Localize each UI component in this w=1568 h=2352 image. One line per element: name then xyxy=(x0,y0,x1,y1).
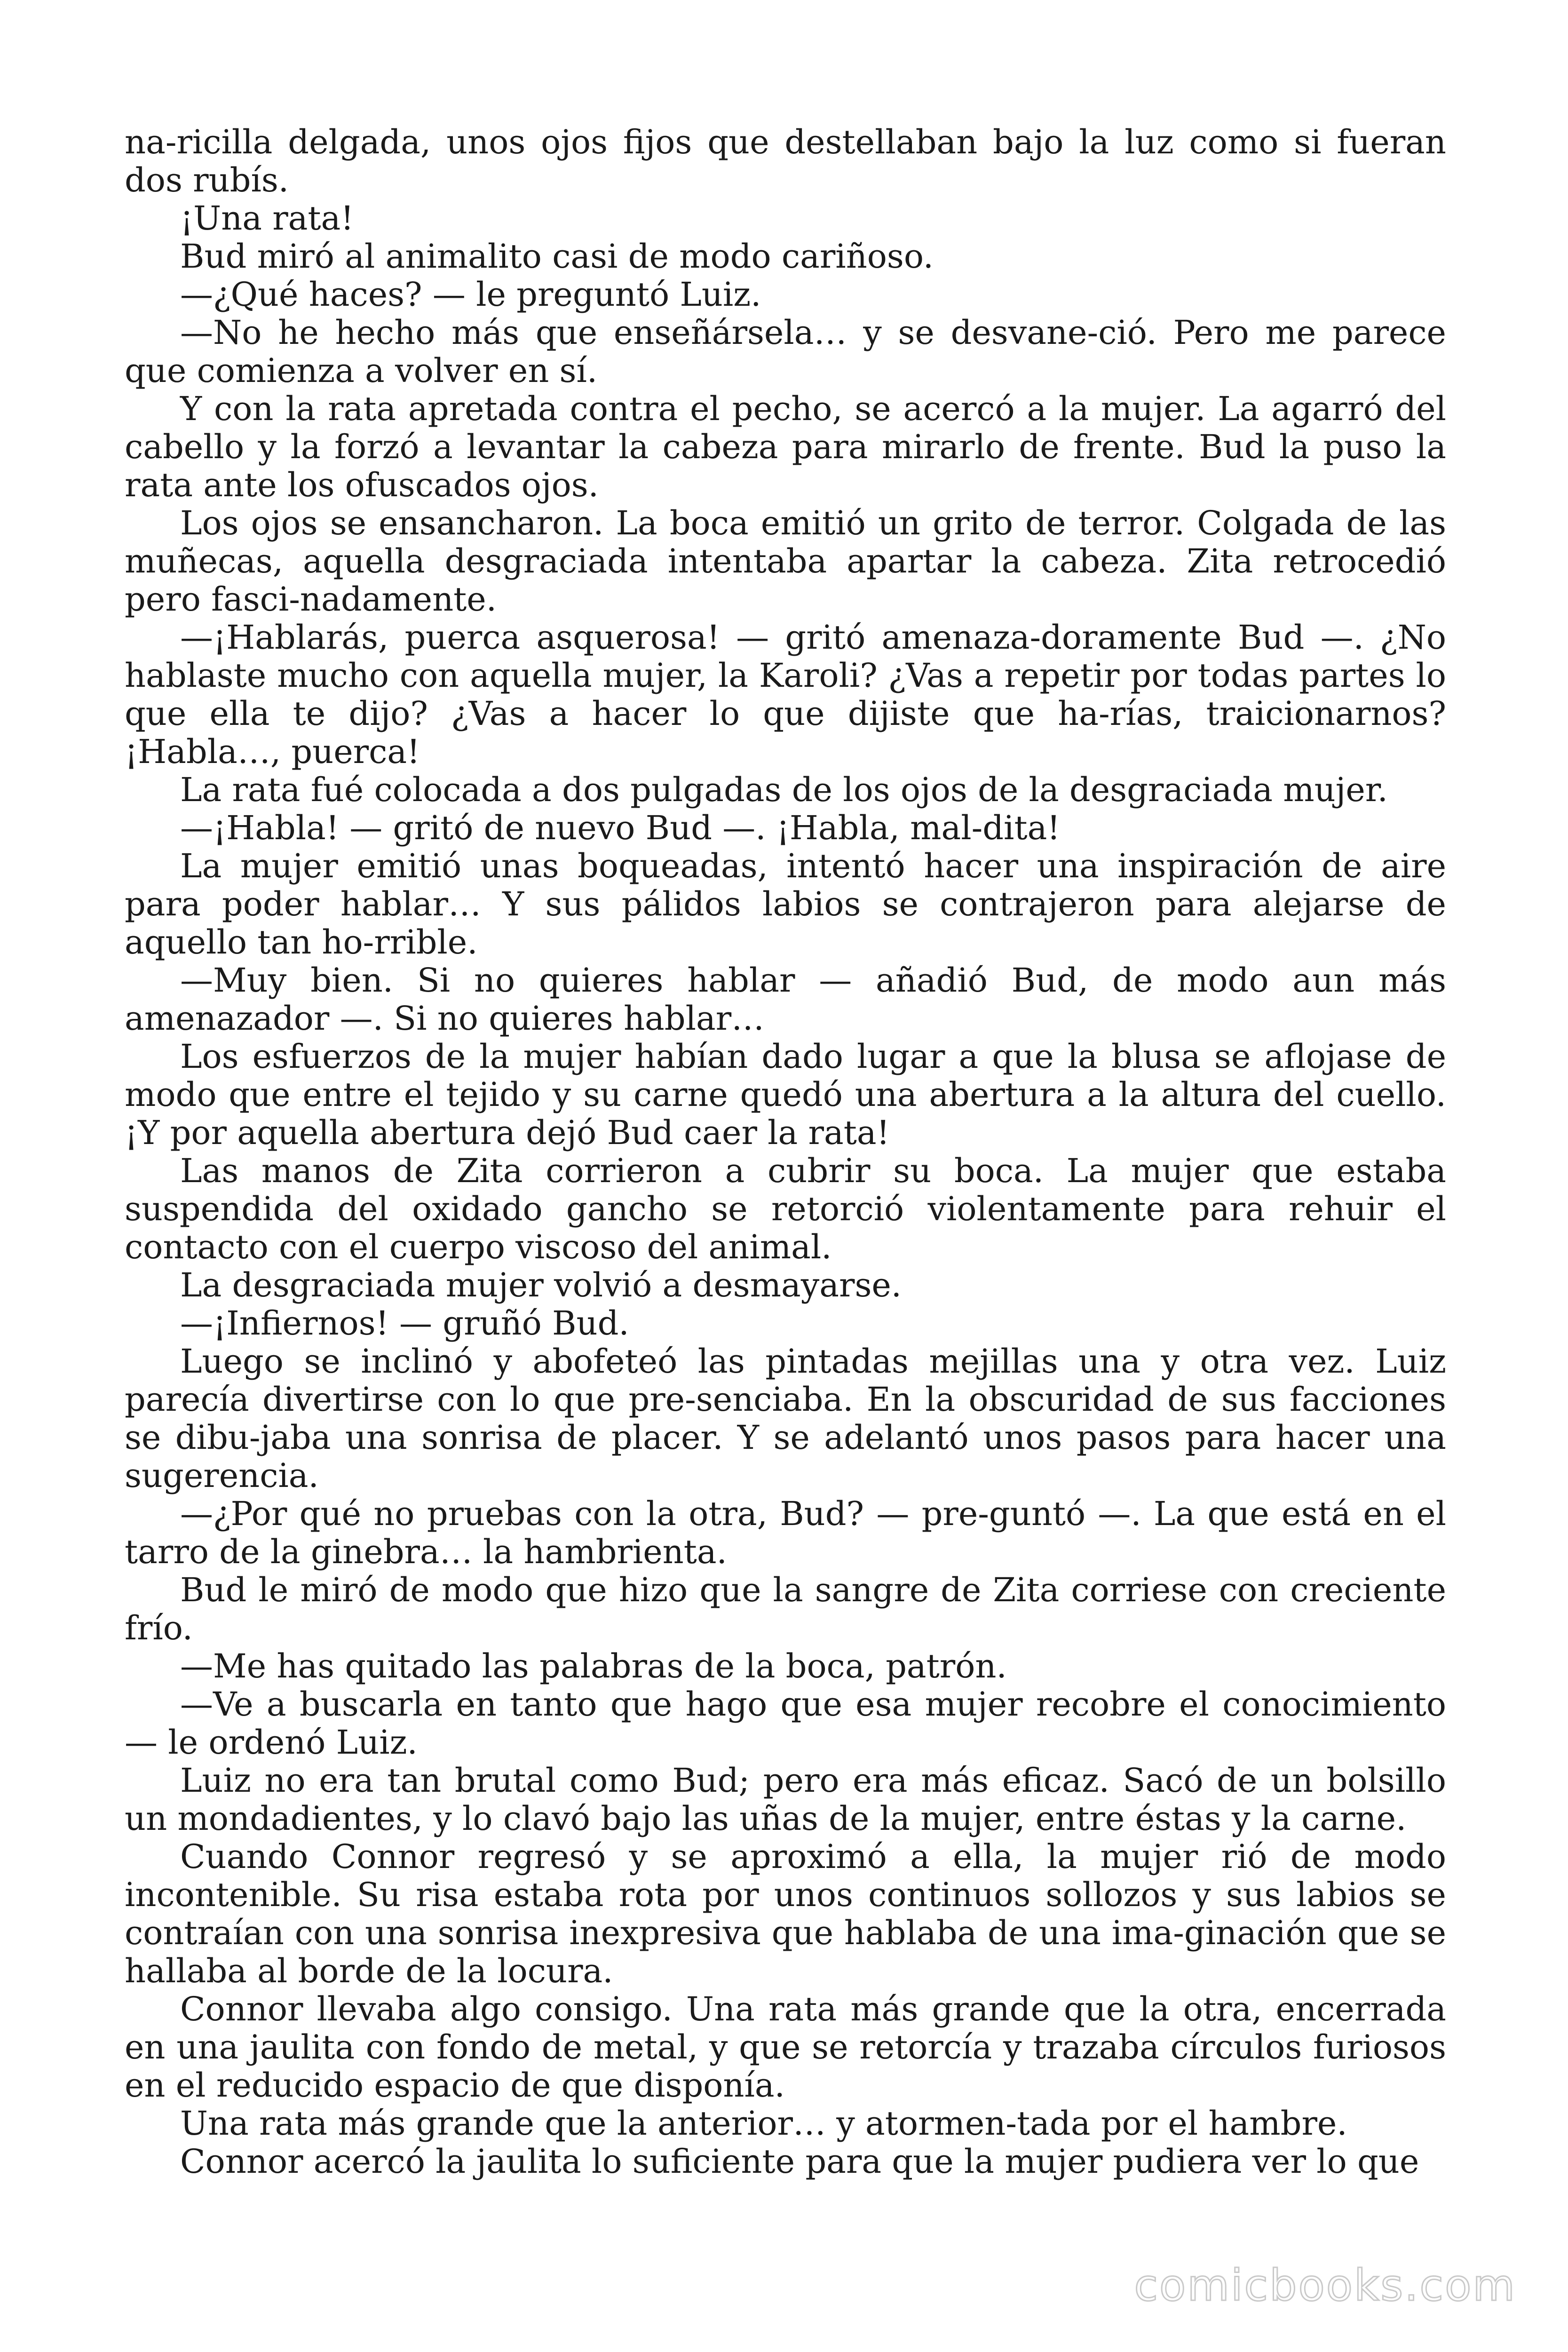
paragraph-19: Bud le miró de modo que hizo que la sangre de Zita corriese con creciente frío. xyxy=(125,1571,1446,1647)
paragraph-22: Luiz no era tan brutal como Bud; pero era más eficaz. Sacó de un bolsillo un mondadientes, y lo clavó bajo las uñas de la mujer, entre éstas y la carne. xyxy=(125,1761,1446,1838)
paragraph-15: La desgraciada mujer volvió a desmayarse. xyxy=(180,1266,902,1304)
paragraph-13: Los esfuerzos de la mujer habían dado lugar a que la blusa se aflojase de modo que entre el tejido y su carne quedó una abertura a la altura del cuello. ¡Y por aquella abertura dejó Bud caer la rata! xyxy=(125,1037,1446,1152)
paragraph-8: —¡Hablarás, puerca asquerosa! — gritó amenaza-doramente Bud —. ¿No hablaste mucho con aquella mujer, la Karoli? ¿Vas a repetir por todas partes lo que ella te dijo? ¿Vas a hacer lo que dijiste que ha-rías, traicionarnos? ¡Habla…, puerca! xyxy=(125,618,1446,771)
page-body xyxy=(125,123,1446,2181)
paragraph-14: Las manos de Zita corrieron a cubrir su boca. La mujer que estaba suspendida del oxidado gancho se retorció violentamente para rehuir el contacto con el cuerpo viscoso del animal. xyxy=(125,1152,1446,1266)
paragraph-7: Los ojos se ensancharon. La boca emitió un grito de terror. Colgada de las muñecas, aquella desgraciada intentaba apartar la cabeza. Zita retrocedió pero fasci-nadamente. xyxy=(125,504,1446,619)
paragraph-2: ¡Una rata! xyxy=(180,199,354,238)
paragraph-1: na-ricilla delgada, unos ojos fijos que destellaban bajo la luz como si fueran dos rubís. xyxy=(125,123,1446,199)
paragraph-18: —¿Por qué no pruebas con la otra, Bud? — pre-guntó —. La que está en el tarro de la ginebra… la hambrienta. xyxy=(125,1494,1446,1571)
paragraph-17: Luego se inclinó y abofeteó las pintadas mejillas una y otra vez. Luiz parecía divertirse con lo que pre-senciaba. En la obscuridad de sus facciones se dibu-jaba una sonrisa de placer. Y se adelantó unos pasos para hacer una sugerencia. xyxy=(125,1342,1446,1495)
paragraph-12: —Muy bien. Si no quieres hablar — añadió Bud, de modo aun más amenazador —. Si no quieres hablar… xyxy=(125,961,1446,1038)
paragraph-6: Y con la rata apretada contra el pecho, se acercó a la mujer. La agarró del cabello y la forzó a levantar la cabeza para mirarlo de frente. Bud la puso la rata ante los ofuscados ojos. xyxy=(125,389,1446,504)
paragraph-4: —¿Qué haces? — le preguntó Luiz. xyxy=(180,275,761,314)
paragraph-26: Connor acercó la jaulita lo suficiente para que la mujer pudiera ver lo que xyxy=(180,2142,1419,2181)
paragraph-9: La rata fué colocada a dos pulgadas de los ojos de la desgraciada mujer. xyxy=(180,771,1388,809)
paragraph-21: —Ve a buscarla en tanto que hago que esa mujer recobre el conocimiento — le ordenó Luiz. xyxy=(125,1685,1446,1762)
paragraph-3: Bud miró al animalito casi de modo cariñoso. xyxy=(180,237,934,276)
paragraph-16: —¡Infiernos! — gruñó Bud. xyxy=(180,1304,629,1343)
paragraph-10: —¡Habla! — gritó de nuevo Bud —. ¡Habla, mal-dita! xyxy=(180,809,1061,847)
paragraph-11: La mujer emitió unas boqueadas, intentó hacer una inspiración de aire para poder hablar… Y sus pálidos labios se contrajeron para alejarse de aquello tan ho-rrible. xyxy=(125,847,1446,961)
paragraph-20: —Me has quitado las palabras de la boca, patrón. xyxy=(180,1647,1007,1685)
paragraph-5: —No he hecho más que enseñársela… y se desvane-ció. Pero me parece que comienza a volver en sí. xyxy=(125,313,1446,390)
watermark: comicbooks.com xyxy=(1134,2260,1516,2311)
paragraph-25: Una rata más grande que la anterior… y atormen-tada por el hambre. xyxy=(180,2104,1347,2143)
paragraph-23: Cuando Connor regresó y se aproximó a ella, la mujer rió de modo incontenible. Su risa estaba rota por unos continuos sollozos y sus labios se contraían con una sonrisa inexpresiva que hablaba de una ima-ginación que se hallaba al borde de la locura. xyxy=(125,1837,1446,1990)
paragraph-24: Connor llevaba algo consigo. Una rata más grande que la otra, encerrada en una jaulita con fondo de metal, y que se retorcía y trazaba círculos furiosos en el reducido espacio de que disponía. xyxy=(125,1990,1446,2105)
